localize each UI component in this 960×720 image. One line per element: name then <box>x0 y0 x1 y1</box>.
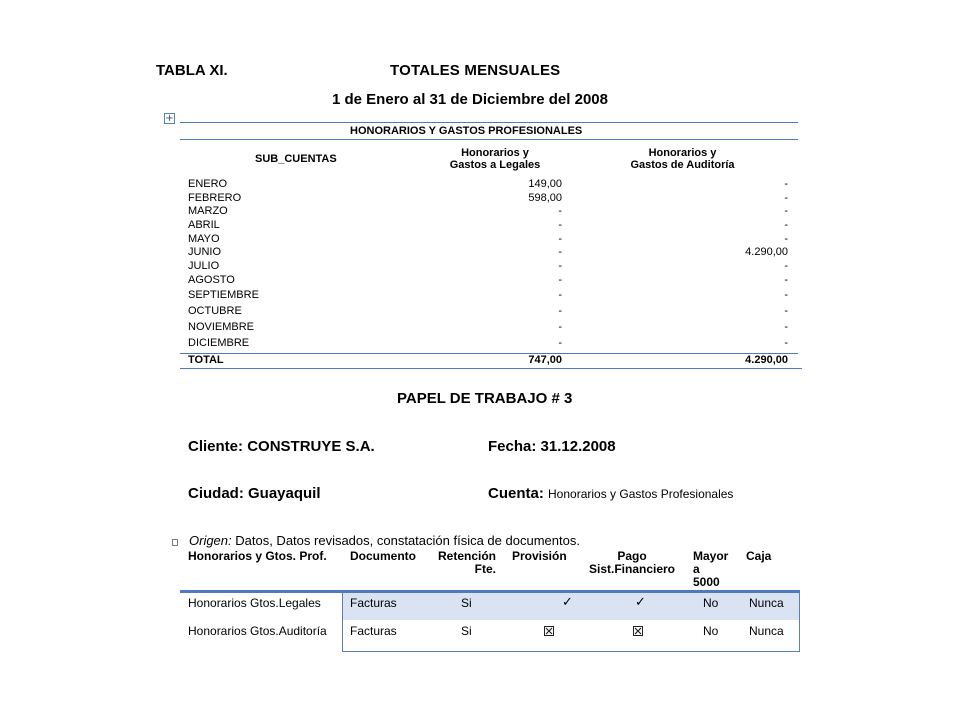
header-legales <box>430 147 560 171</box>
ciudad-line <box>188 485 321 502</box>
month-label: ENERO <box>188 178 228 190</box>
t2-header-cuenta: Honorarios y Gtos. Prof. <box>188 549 327 563</box>
t2-header-retencion-2: Fte. <box>474 562 496 576</box>
month-label: SEPTIEMBRE <box>188 289 259 301</box>
t2-row1-caja: Nunca <box>749 596 784 610</box>
table1-bottom-border <box>180 368 802 369</box>
legales-value: - <box>558 337 562 349</box>
origen-line <box>189 533 580 548</box>
auditoria-value: - <box>784 289 788 301</box>
table1-caption-border <box>180 139 798 140</box>
month-label: MARZO <box>188 205 228 217</box>
legales-value: - <box>558 289 562 301</box>
cliente-value: CONSTRUYE S.A. <box>247 438 375 455</box>
legales-value: - <box>558 321 562 333</box>
table1-top-border <box>180 122 798 123</box>
cuenta-line <box>488 485 733 502</box>
auditoria-value: - <box>784 178 788 190</box>
fecha-value: 31.12.2008 <box>540 438 616 455</box>
header-auditoria-line2: Gastos de Auditoría <box>630 159 735 171</box>
t2-header-retencion-1: Retención <box>437 549 496 563</box>
t2-row1-retencion: Si <box>461 596 472 610</box>
month-label: AGOSTO <box>188 274 235 286</box>
auditoria-value: - <box>784 205 788 217</box>
checkbox-x-icon <box>633 626 643 636</box>
cliente-label: Cliente: <box>188 438 244 455</box>
t2-header-caja: Caja <box>746 549 772 563</box>
table1-caption: HONORARIOS Y GASTOS PROFESIONALES <box>350 125 583 137</box>
move-handle-icon[interactable]: + <box>165 113 174 124</box>
table-title: TOTALES MENSUALES <box>390 62 561 79</box>
checkbox-x-icon <box>544 626 554 636</box>
cuenta-value: Honorarios y Gastos Profesionales <box>548 487 734 501</box>
auditoria-value: 4.290,00 <box>745 246 788 258</box>
month-label: ABRIL <box>188 219 220 231</box>
legales-value: - <box>558 205 562 217</box>
legales-value: - <box>558 219 562 231</box>
origen-text: Datos, Datos revisados, constatación física de documentos. <box>231 533 580 548</box>
legales-value: - <box>558 305 562 317</box>
auditoria-value: - <box>784 274 788 286</box>
t2-row2-cuenta: Honorarios Gtos.Auditoría <box>188 624 327 638</box>
legales-value: - <box>558 233 562 245</box>
header-sub-cuentas: SUB_CUENTAS <box>255 153 337 165</box>
t2-row1-documento: Facturas <box>350 596 397 610</box>
t2-row2-caja: Nunca <box>749 624 784 638</box>
t2-header-documento: Documento <box>350 549 416 563</box>
month-label: JUNIO <box>188 246 221 258</box>
legales-value: - <box>558 246 562 258</box>
t2-row1-mayor: No <box>703 596 719 610</box>
auditoria-value: - <box>784 219 788 231</box>
t2-header-retencion <box>436 550 496 576</box>
t2-row1-cuenta: Honorarios Gtos.Legales <box>188 596 321 610</box>
t2-header-pago-2: Sist.Financiero <box>588 562 676 576</box>
month-label: MAYO <box>188 233 220 245</box>
legales-value: - <box>558 260 562 272</box>
total-legales: 747,00 <box>528 354 562 366</box>
t2-header-mayor-2: a <box>693 562 700 576</box>
header-auditoria-line1: Honorarios y <box>648 147 717 159</box>
fecha-label: Fecha: <box>488 438 537 455</box>
legales-value: - <box>558 274 562 286</box>
header-legales-line1: Honorarios y <box>461 147 529 159</box>
t2-header-mayor <box>693 550 728 589</box>
t2-row2-retencion: Si <box>461 624 472 638</box>
t2-header-border <box>180 590 342 593</box>
t2-row2-mayor: No <box>703 624 719 638</box>
total-label: TOTAL <box>188 354 224 366</box>
check-icon: ✓ <box>635 594 646 609</box>
auditoria-value: - <box>784 321 788 333</box>
auditoria-value: - <box>784 260 788 272</box>
ciudad-value: Guayaquil <box>248 485 321 502</box>
ciudad-label: Ciudad: <box>188 485 244 502</box>
t2-header-pago-1: Pago <box>617 549 647 563</box>
month-label: JULIO <box>188 260 220 272</box>
auditoria-value: - <box>784 233 788 245</box>
cuenta-label: Cuenta: <box>488 485 544 502</box>
legales-value: 149,00 <box>528 178 562 190</box>
header-legales-line2: Gastos a Legales <box>449 159 541 171</box>
t2-header-mayor-1: Mayor <box>693 549 729 563</box>
header-auditoria <box>610 147 755 171</box>
auditoria-value: - <box>784 337 788 349</box>
month-label: NOVIEMBRE <box>188 321 255 333</box>
table-label: TABLA XI. <box>156 62 228 79</box>
t2-row2-documento: Facturas <box>350 624 397 638</box>
fecha-line <box>488 438 616 455</box>
origen-label: Origen: <box>189 533 232 548</box>
t2-header-pago <box>586 550 678 576</box>
t2-header-provision: Provisión <box>512 549 567 563</box>
month-label: OCTUBRE <box>188 305 242 317</box>
month-label: DICIEMBRE <box>188 337 250 349</box>
working-paper-title: PAPEL DE TRABAJO # 3 <box>397 390 573 407</box>
total-auditoria: 4.290,00 <box>745 354 788 366</box>
auditoria-value: - <box>784 192 788 204</box>
cliente-line <box>188 438 375 455</box>
check-icon: ✓ <box>562 594 573 609</box>
t2-header-mayor-3: 5000 <box>693 575 720 589</box>
month-label: FEBRERO <box>188 192 242 204</box>
auditoria-value: - <box>784 305 788 317</box>
table1-total-border <box>180 353 798 354</box>
table2-handle-icon[interactable] <box>172 539 178 546</box>
period-subtitle: 1 de Enero al 31 de Diciembre del 2008 <box>332 91 608 108</box>
legales-value: 598,00 <box>528 192 562 204</box>
